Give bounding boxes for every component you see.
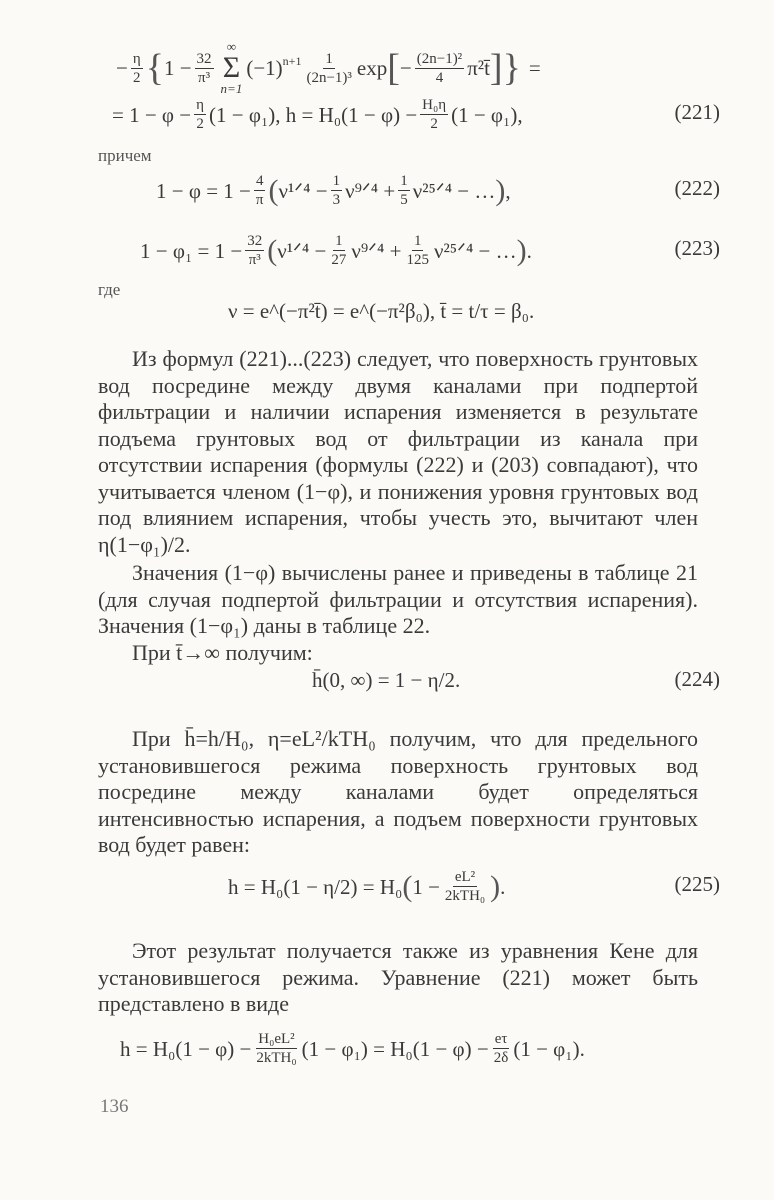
paragraph-3: При h̄=h/H₀, η=eL²/kTH₀ получим, что для предельного установившегося режима поверхность грунтовых вод посредине между каналами будет определяться интенсивностью испарения, а подъем поверхности грунтовых вод будет равен:: [98, 726, 698, 857]
equation-221-line1: − $\frac{\eta}{2}$ { 1 − $\frac{32}{\text{π³}}$ ∞ Σ n=1 (−1) $^{n+1}$ $\frac{1}{\text{(2n−1)³}}$ exp [ − $\frac{\text{(2n−1)²}}{4}$ π²t̄ ] } =: [116, 39, 541, 96]
summation-symbol: ∞ Σ n=1: [220, 39, 243, 96]
fraction-term: $\frac{1}{\text{(2n−1)³}}$: [306, 50, 352, 86]
equation-number-224: (224): [674, 667, 720, 691]
paragraph-4: Этот результат получается также из уравнения Кене для установившегося режима. Уравнение (221) может быть представлено в виде: [98, 938, 698, 1016]
fraction-exp: $\frac{\text{(2n−1)²}}{4}$: [416, 50, 463, 86]
left-brace: {: [145, 47, 164, 89]
equation-nu: ν = e^(−π²t̄) = e^(−π²β₀), t̄ = t/τ = β₀.: [228, 299, 535, 323]
equation-number-225: (225): [674, 872, 720, 896]
left-bracket: [: [387, 47, 400, 89]
equation-222: 1 − φ = 1 − $\frac{4}{\pi}$ ( ν¹ᐟ⁴ − $\frac{1}{3}$ ν⁹ᐟ⁴ + $\frac{1}{5}$ ν²⁵ᐟ⁴ − … ) ,: [156, 173, 511, 208]
equation-223: 1 − φ₁ = 1 − $\frac{32}{\text{π³}}$ ( ν¹ᐟ⁴ − $\frac{1}{27}$ ν⁹ᐟ⁴ + $\frac{1}{125}$ ν²⁵ᐟ⁴ − … ) .: [140, 233, 532, 268]
equation-224: h̄(0, ∞) = 1 − η/2.: [312, 668, 461, 692]
paragraph-1: Из формул (221)...(223) следует, что поверхность грунтовых вод посредине между двумя каналами при подпертой фильтрации и наличии испарения изменяется в результате подъема грунтовых вод от фильтрации из канала при отсутствии испарения (формулы (222) и (203) совпадают), что учитывается членом (1−φ), и понижения уровня грунтовых вод под влиянием испарения, чтобы учесть это, вычитают член η(1−φ₁)/2.: [98, 346, 698, 557]
label-prichem: причем: [98, 146, 152, 165]
label-gde: где: [98, 280, 121, 299]
equation-final: h = H₀(1 − φ) − $\frac{\text{H₀eL²}}{\text{2kTH₀}}$ (1 − φ₁) = H₀(1 − φ) − $\frac{e\tau}{2\delta}$ (1 − φ₁).: [120, 1031, 585, 1066]
paragraph-2: Значения (1−φ) вычислены ранее и приведены в таблице 21 (для случая подпертой фильтрации и отсутствия испарения). Значения (1−φ₁) даны в таблице 22. При t̄→∞ получим:: [98, 560, 698, 665]
equation-221-line2: = 1 − φ − $\frac{\eta}{2}$ (1 − φ₁), h = H₀(1 − φ) − $\frac{\text{H₀η}}{2}$ (1 − φ₁),: [112, 97, 523, 132]
right-bracket: ]: [489, 47, 503, 89]
equation-number-222: (222): [674, 176, 720, 200]
right-brace: }: [502, 47, 521, 89]
equation-number-221: (221): [674, 100, 720, 124]
fraction-32-over-pi3: $\frac{32}{\text{π³}}$: [196, 50, 212, 86]
equation-number-223: (223): [674, 236, 720, 260]
fraction-eta-over-2: $\frac{\eta}{2}$: [132, 50, 141, 86]
equation-225: h = H₀(1 − η/2) = H₀ ( 1 − $\frac{\text{eL²}}{\text{2kTH₀}}$ ) .: [228, 869, 506, 904]
page-number: 136: [100, 1096, 129, 1117]
minus-sign: −: [116, 56, 128, 80]
